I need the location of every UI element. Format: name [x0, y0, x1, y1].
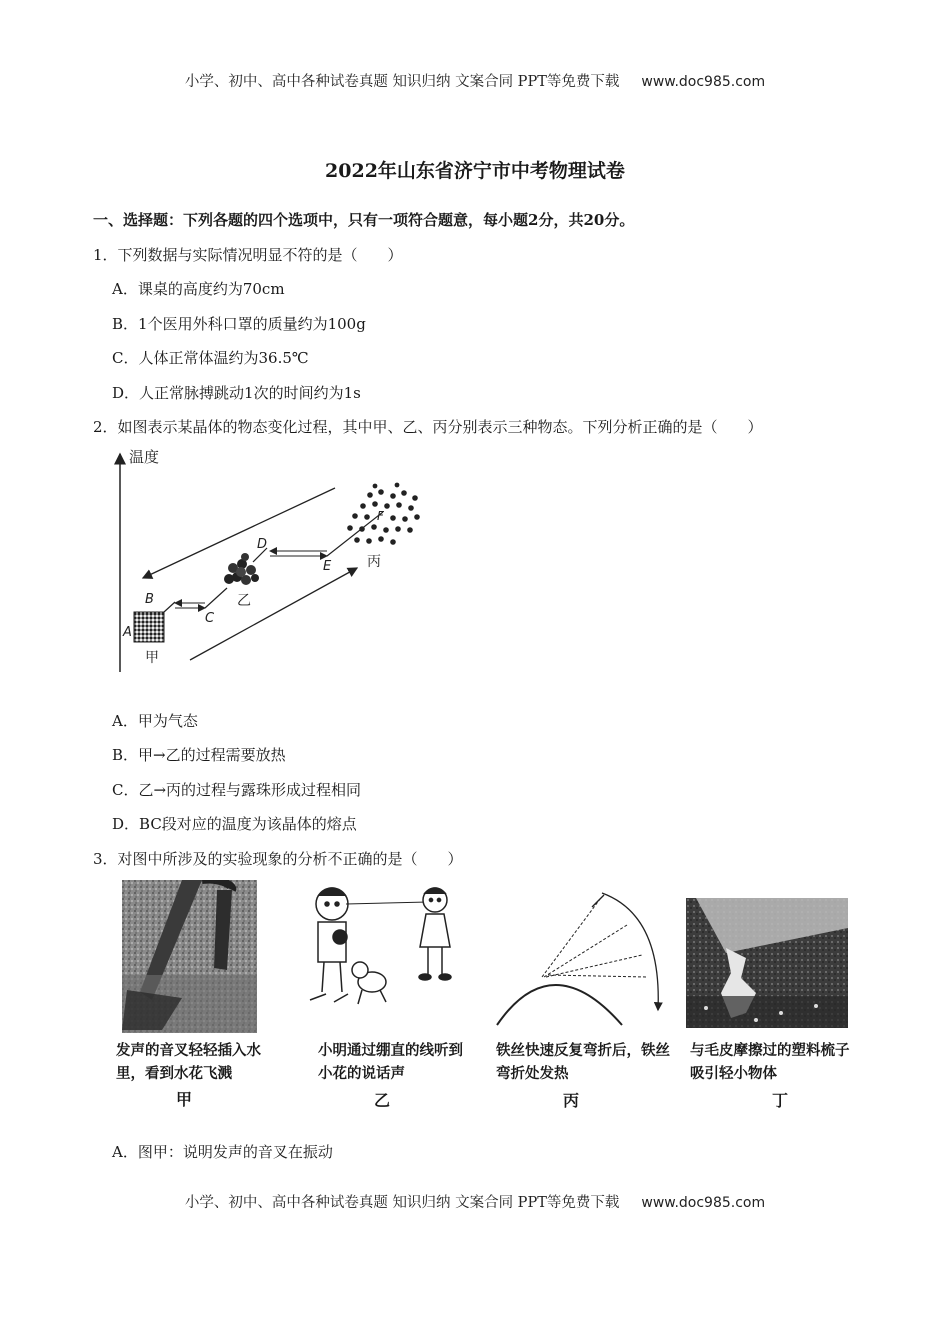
- question-2-option-c: C．乙→丙的过程与露珠形成过程相同: [112, 781, 362, 799]
- question-3-stem: 3．对图中所涉及的实验现象的分析不正确的是（ ）: [93, 850, 463, 868]
- point-d-label: D: [257, 537, 268, 552]
- question-1-option-c: C．人体正常体温约为36.5℃: [112, 349, 309, 367]
- question-2-option-d: D．BC段对应的温度为该晶体的熔点: [112, 815, 357, 833]
- header-text: 小学、初中、高中各种试卷真题 知识归纳 文案合同 PPT等免费下载: [184, 74, 620, 90]
- question-2-stem: 2．如图表示某晶体的物态变化过程，其中甲、乙、丙分别表示三种物态。下列分析正确的是（ ）: [93, 418, 763, 436]
- panel-bing-illustration: [492, 885, 667, 1030]
- section-heading: 一、选择题：下列各题的四个选项中，只有一项符合题意，每小题2分，共20分。: [93, 211, 635, 229]
- solid-state-block: [134, 612, 164, 642]
- panel-bing-label: 丙: [563, 1091, 580, 1110]
- question-2-option-b: B．甲→乙的过程需要放热: [112, 746, 286, 764]
- point-f-label: F: [377, 509, 384, 523]
- panel-jia-label: 甲: [176, 1090, 193, 1109]
- point-a-label: A: [123, 625, 132, 640]
- header-site[interactable]: www.doc985.com: [641, 74, 766, 90]
- state-bing-label: 丙: [367, 554, 381, 570]
- question-1-stem: 1．下列数据与实际情况明显不符的是（ ）: [93, 246, 403, 264]
- state-jia-label: 甲: [145, 650, 159, 666]
- phase-change-diagram: [105, 440, 435, 680]
- point-b-label: B: [145, 592, 154, 607]
- state-yi-label: 乙: [237, 593, 251, 609]
- segment-ab: [164, 602, 175, 612]
- question-1-option-b: B．1个医用外科口罩的质量约为100g: [112, 315, 366, 333]
- heating-arrow: [190, 568, 357, 660]
- liquid-state-cluster: [224, 553, 259, 585]
- question-3-option-a: A．图甲：说明发声的音叉在振动: [112, 1143, 333, 1161]
- panel-jia-photo: [122, 880, 257, 1033]
- point-e-label: E: [323, 559, 332, 574]
- panel-ding-photo: [686, 898, 848, 1028]
- panel-ding-caption: 与毛皮摩擦过的塑料梳子吸引轻小物体: [690, 1043, 850, 1082]
- page-title: 2022年山东省济宁市中考物理试卷: [325, 160, 625, 182]
- question-1-option-d: D．人正常脉搏跳动1次的时间约为1s: [112, 384, 361, 402]
- footer-site[interactable]: www.doc985.com: [641, 1195, 766, 1211]
- panel-yi-caption: 小明通过绷直的线听到小花的说话声: [318, 1043, 463, 1082]
- segment-c-liquid: [205, 588, 227, 608]
- axis-label: 温度: [129, 448, 160, 466]
- panel-jia-caption: 发声的音叉轻轻插入水里，看到水花飞溅: [116, 1043, 261, 1082]
- footer-text: 小学、初中、高中各种试卷真题 知识归纳 文案合同 PPT等免费下载: [184, 1195, 620, 1211]
- panel-ding-label: 丁: [772, 1091, 789, 1110]
- question-1-option-a: A．课桌的高度约为70cm: [112, 280, 285, 298]
- panel-bing-caption: 铁丝快速反复弯折后，铁丝弯折处发热: [496, 1043, 670, 1082]
- panel-yi-illustration: [300, 882, 465, 1032]
- question-2-option-a: A．甲为气态: [112, 712, 198, 730]
- panel-yi-label: 乙: [374, 1091, 391, 1110]
- page-header: [0, 70, 950, 91]
- page-footer: [0, 1191, 950, 1212]
- point-c-label: C: [205, 611, 215, 626]
